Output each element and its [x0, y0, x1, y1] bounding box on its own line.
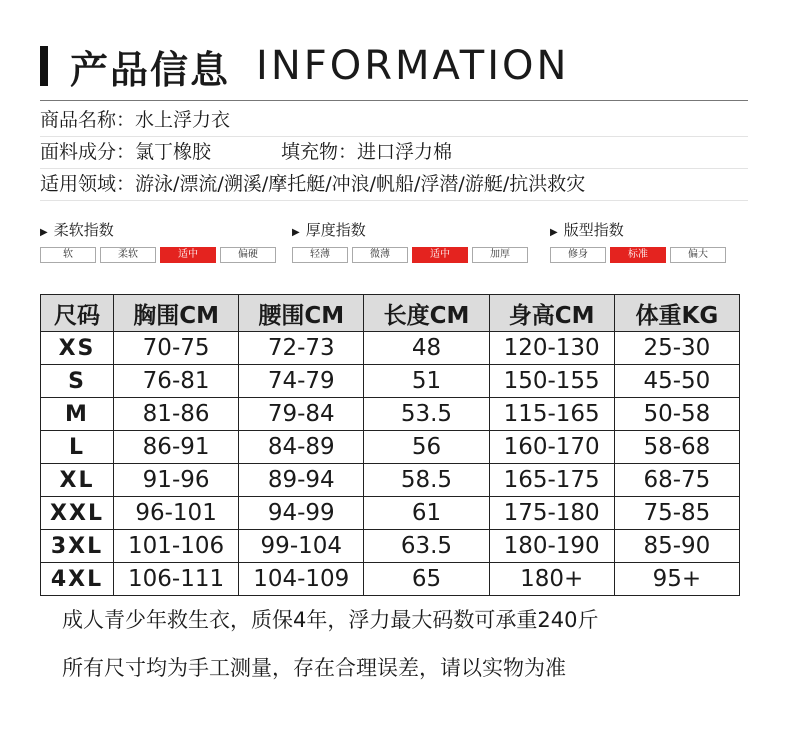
- table-cell: 85-90: [614, 530, 739, 563]
- index-option: 柔软: [100, 247, 156, 263]
- table-cell: 86-91: [114, 431, 239, 464]
- column-header: 胸围CM: [114, 295, 239, 332]
- column-header: 尺码: [41, 295, 114, 332]
- table-row: [41, 332, 740, 365]
- table-cell: 120-130: [489, 332, 614, 365]
- column-header: 长度CM: [364, 295, 489, 332]
- fabric-value: 氯丁橡胶: [135, 141, 212, 163]
- triangle-icon: ▶: [550, 227, 558, 238]
- table-cell: 76-81: [114, 365, 239, 398]
- size-cell: L: [41, 431, 114, 464]
- table-row: [41, 530, 740, 563]
- size-cell: XXL: [41, 497, 114, 530]
- table-cell: 104-109: [239, 563, 364, 596]
- size-cell: 4XL: [41, 563, 114, 596]
- table-cell: 61: [364, 497, 489, 530]
- section-title-en: INFORMATION: [256, 43, 570, 89]
- triangle-icon: ▶: [292, 227, 300, 238]
- table-cell: 68-75: [614, 464, 739, 497]
- index-option: 软: [40, 247, 96, 263]
- table-row: [41, 497, 740, 530]
- table-cell: 160-170: [489, 431, 614, 464]
- table-row: [41, 398, 740, 431]
- table-cell: 63.5: [364, 530, 489, 563]
- column-header: 腰围CM: [239, 295, 364, 332]
- index-option: 修身: [550, 247, 606, 263]
- header-divider: [40, 100, 748, 101]
- table-cell: 74-79: [239, 365, 364, 398]
- table-cell: 180-190: [489, 530, 614, 563]
- index-option: 加厚: [472, 247, 528, 263]
- size-cell: M: [41, 398, 114, 431]
- table-cell: 70-75: [114, 332, 239, 365]
- size-cell: XS: [41, 332, 114, 365]
- column-header: 体重KG: [614, 295, 739, 332]
- table-row: [41, 563, 740, 596]
- table-cell: 99-104: [239, 530, 364, 563]
- size-cell: 3XL: [41, 530, 114, 563]
- table-cell: 150-155: [489, 365, 614, 398]
- table-cell: 165-175: [489, 464, 614, 497]
- filling-value: 进口浮力棉: [357, 141, 453, 163]
- table-cell: 50-58: [614, 398, 739, 431]
- triangle-icon: ▶: [40, 227, 48, 238]
- table-row: [41, 365, 740, 398]
- usage-label: 适用领域：: [40, 173, 136, 195]
- table-cell: 72-73: [239, 332, 364, 365]
- softness-index: [40, 220, 280, 263]
- index-option-selected: 标准: [610, 247, 666, 263]
- index-option: 偏大: [670, 247, 726, 263]
- usage-value: 游泳/漂流/溯溪/摩托艇/冲浪/帆船/浮潜/游艇/抗洪救灾: [135, 173, 586, 195]
- index-label: 厚度指数: [305, 221, 366, 239]
- info-row-usage: [40, 168, 748, 201]
- fabric-label: 面料成分：: [40, 141, 136, 163]
- table-cell: 94-99: [239, 497, 364, 530]
- index-option: 微薄: [352, 247, 408, 263]
- table-cell: 106-111: [114, 563, 239, 596]
- size-table: [40, 294, 740, 596]
- table-cell: 51: [364, 365, 489, 398]
- name-value: 水上浮力衣: [135, 109, 231, 131]
- index-label: 版型指数: [563, 221, 624, 239]
- section-header: [40, 40, 569, 92]
- column-header: 身高CM: [489, 295, 614, 332]
- table-header-row: [41, 295, 740, 332]
- thickness-index: [292, 220, 532, 263]
- table-cell: 56: [364, 431, 489, 464]
- table-cell: 175-180: [489, 497, 614, 530]
- index-option-selected: 适中: [412, 247, 468, 263]
- index-option-selected: 适中: [160, 247, 216, 263]
- table-cell: 96-101: [114, 497, 239, 530]
- table-row: [41, 431, 740, 464]
- table-cell: 84-89: [239, 431, 364, 464]
- name-label: 商品名称：: [40, 109, 136, 131]
- table-cell: 25-30: [614, 332, 739, 365]
- table-cell: 45-50: [614, 365, 739, 398]
- table-cell: 89-94: [239, 464, 364, 497]
- table-row: [41, 464, 740, 497]
- table-cell: 91-96: [114, 464, 239, 497]
- table-cell: 79-84: [239, 398, 364, 431]
- table-cell: 180+: [489, 563, 614, 596]
- table-cell: 75-85: [614, 497, 739, 530]
- table-cell: 65: [364, 563, 489, 596]
- index-option: 轻薄: [292, 247, 348, 263]
- note-measurement: 所有尺寸均为手工测量，存在合理误差，请以实物为准: [62, 656, 566, 680]
- table-cell: 95+: [614, 563, 739, 596]
- table-cell: 53.5: [364, 398, 489, 431]
- filling-label: 填充物：: [281, 141, 358, 163]
- index-label: 柔软指数: [53, 221, 114, 239]
- table-cell: 115-165: [489, 398, 614, 431]
- table-cell: 48: [364, 332, 489, 365]
- table-cell: 58-68: [614, 431, 739, 464]
- info-row-fabric: [40, 136, 748, 169]
- note-warranty: 成人青少年救生衣，质保4年，浮力最大码数可承重240斤: [62, 608, 599, 632]
- header-bar: [40, 46, 48, 86]
- index-option: 偏硬: [220, 247, 276, 263]
- info-row-name: [40, 104, 748, 137]
- size-cell: XL: [41, 464, 114, 497]
- size-cell: S: [41, 365, 114, 398]
- fit-index: [550, 220, 730, 263]
- table-cell: 81-86: [114, 398, 239, 431]
- section-title-cn: 产品信息: [70, 47, 231, 92]
- table-cell: 58.5: [364, 464, 489, 497]
- table-cell: 101-106: [114, 530, 239, 563]
